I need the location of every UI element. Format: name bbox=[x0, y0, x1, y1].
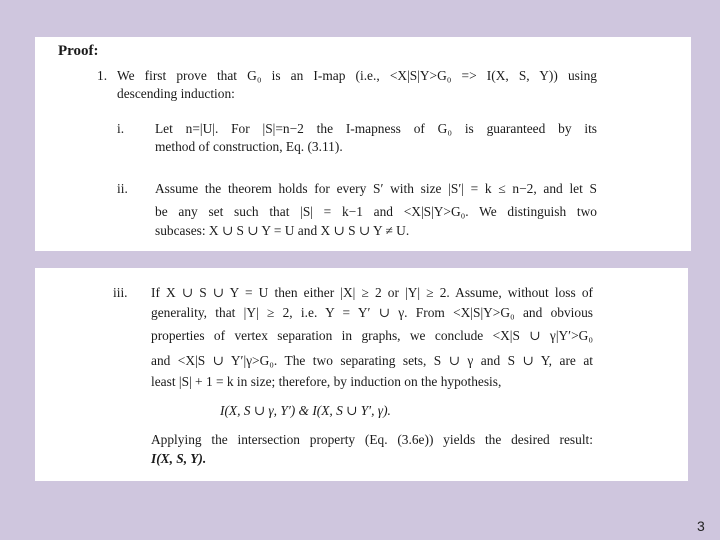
case-iii-line-3: properties of vertex separation in graphs, we conclude <X|S ∪ γ|Y′>G₀ bbox=[151, 328, 593, 343]
proof-panel-bottom bbox=[35, 268, 688, 481]
case-iii-line-5: least |S| + 1 = k in size; therefore, by induction on the hypothesis, bbox=[151, 374, 502, 389]
case-i-line-2: method of construction, Eq. (3.11). bbox=[155, 139, 343, 154]
proof-panel-top bbox=[35, 37, 691, 251]
page-number: 3 bbox=[697, 518, 705, 534]
case-iii-line-1: If X ∪ S ∪ Y = U then either |X| ≥ 2 or |Y| ≥ 2. Assume, without loss of bbox=[151, 285, 593, 300]
case-iii-line-6: Applying the intersection property (Eq. (3.6e)) yields the desired result: bbox=[151, 432, 593, 447]
step-1-line-1: We first prove that G₀ is an I-map (i.e., <X|S|Y>G₀ => I(X, S, Y)) using bbox=[117, 68, 597, 83]
proof-title: Proof: bbox=[58, 43, 99, 59]
case-iii-formula: I(X, S ∪ γ, Y′) & I(X, S ∪ Y′, γ). bbox=[220, 403, 391, 418]
case-ii-line-2: be any set such that |S| = k−1 and <X|S|Y>G₀. We distinguish two bbox=[155, 204, 597, 219]
case-iii-number: iii. bbox=[113, 285, 128, 300]
case-ii-number: ii. bbox=[117, 181, 128, 196]
case-iii-line-7: I(X, S, Y). bbox=[151, 451, 207, 466]
case-iii-line-4: and <X|S ∪ Y′|γ>G₀. The two separating sets, S ∪ γ and S ∪ Y, are at bbox=[151, 353, 593, 368]
step-1-number: 1. bbox=[97, 68, 108, 83]
case-i-line-1: Let n=|U|. For |S|=n−2 the I-mapness of G₀ is guaranteed by its bbox=[155, 121, 597, 136]
step-1-line-2: descending induction: bbox=[117, 86, 235, 101]
case-ii-line-3: subcases: X ∪ S ∪ Y = U and X ∪ S ∪ Y ≠ U. bbox=[155, 223, 410, 238]
case-ii-line-1: Assume the theorem holds for every S′ with size |S′| = k ≤ n−2, and let S bbox=[155, 181, 597, 196]
case-i-number: i. bbox=[117, 121, 125, 136]
case-iii-line-2: generality, that |Y| ≥ 2, i.e. Y = Y′ ∪ γ. From <X|S|Y>G₀ and obvious bbox=[151, 305, 593, 320]
